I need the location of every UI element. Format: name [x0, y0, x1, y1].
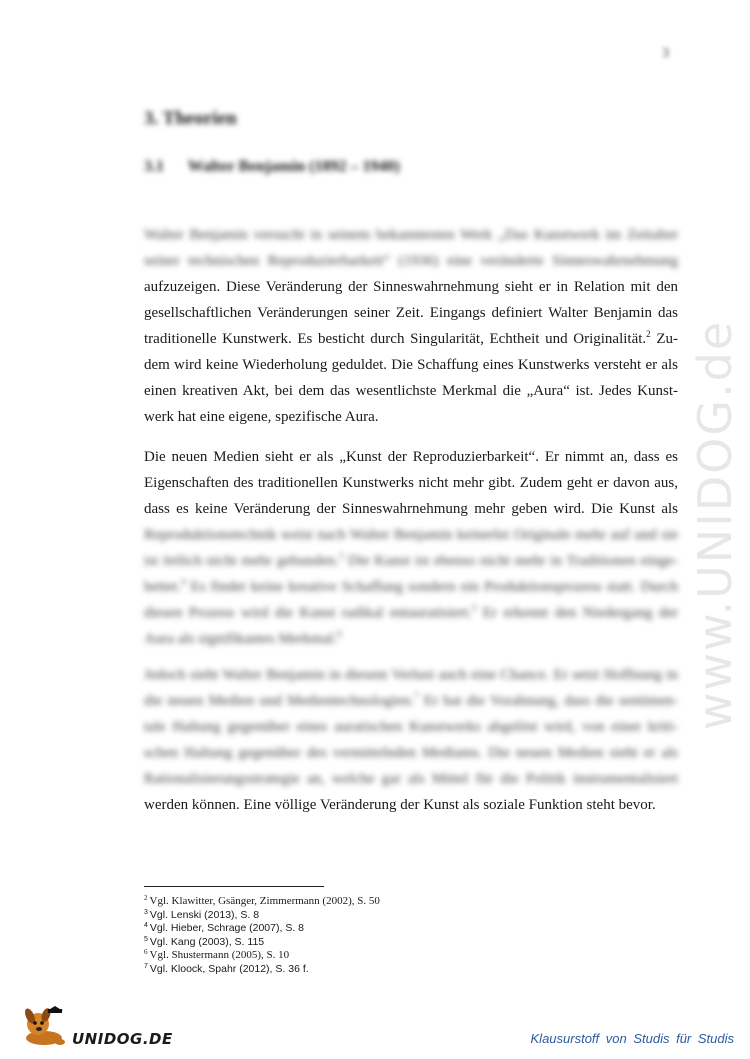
paragraph-3 [144, 662, 678, 818]
footnote-item [144, 936, 380, 950]
text-fragment: die neuen Medien und Medientechnologien. [144, 693, 415, 709]
footnote-marker: 3 [338, 551, 344, 561]
footnote-item [144, 963, 380, 977]
footnote-text: Vgl. Kloock, Spahr (2012), S. 36 f. [149, 962, 309, 975]
text-line: Jedoch sieht Walter Benjamin in diesem Verlust auch eine Chance. Er setzt Hoffnung in [144, 667, 678, 683]
text-line: Rationalisierungsstrategie an, welche gar als Mittel für die Politik instrumentalisiert [144, 771, 678, 787]
text-line: schen Haltung gegenüber des vermittelnden Mediums. Die neuen Medien sieht er als [144, 745, 678, 761]
section-title: Theorien [162, 108, 237, 129]
page-number: 3 [662, 46, 669, 61]
text-line [144, 326, 678, 352]
text-line [144, 574, 678, 600]
footnote-marker: 7 [414, 691, 419, 701]
text-line [144, 548, 678, 574]
watermark-text: www.UNIDOG.de [688, 319, 742, 731]
footnote-number: 5 [144, 935, 148, 943]
text-line: dass es keine Veränderung der Sinneswahrnehmung mehr geben wird. Die Kunst als [144, 501, 678, 517]
subsection-number: 3.1 [144, 158, 164, 175]
footnote-number: 7 [144, 962, 148, 970]
text-line: tale Haltung gegenüber eines auratischen Kunstwerks abgelöst wird, von einer kriti- [144, 719, 678, 735]
tagline: Klausurstoff von Studis für Studis [530, 1031, 734, 1046]
text-line [144, 626, 678, 652]
text-fragment: bettet. [144, 579, 182, 595]
text-fragment: diesen Prozess wird die Kunst radikal entauratisiert. [144, 605, 472, 621]
logo-text: UNIDOG.DE [72, 1030, 173, 1048]
text-line: werk hat eine eigene, spezifische Aura. [144, 409, 379, 425]
paragraph-2 [144, 444, 678, 652]
footnote-text: Vgl. Kang (2003), S. 115 [149, 935, 265, 948]
dog-mascot-icon [18, 1004, 74, 1048]
footnote-text: Vgl. Shustermann (2005), S. 10 [149, 949, 290, 962]
footnote-marker: 6 [337, 629, 342, 639]
watermark [655, 290, 750, 760]
footnote-marker: 2 [646, 329, 651, 339]
subsection-title: Walter Benjamin (1892 – 1940) [187, 158, 400, 175]
footnote-marker: 4 [181, 577, 186, 587]
footnote-item [144, 895, 380, 909]
text-line: werden können. Eine völlige Veränderung der Kunst als soziale Funktion steht bevor. [144, 797, 656, 813]
section-number: 3. [144, 108, 159, 129]
footnote-number: 3 [144, 908, 148, 916]
text-fragment: ist örtlich nicht mehr gebunden. [144, 553, 339, 569]
footnote-item [144, 922, 380, 936]
footnote-number: 4 [144, 922, 148, 930]
footnote-item [144, 949, 380, 963]
text-line: Reproduktionstechnik weist nach Walter Benjamin keinerlei Originale mehr auf und sie [144, 527, 678, 543]
text-fragment: Es findet keine kreative Schaffung sondern ein Produktionsprozess statt. Durch [185, 579, 678, 595]
text-fragment: Zu- [650, 331, 678, 347]
text-line [144, 600, 678, 626]
text-line: einen kreativen Akt, bei dem das wesentlichste Merkmal die „Aura“ ist. Jedes Kunst- [144, 383, 678, 399]
footnote-text: Vgl. Lenski (2013), S. 8 [149, 908, 260, 921]
footnotes [144, 895, 380, 977]
text-line: Walter Benjamin versucht in seinem bekanntesten Werk „Das Kunstwerk im Zeitalter [144, 227, 678, 243]
text-line [144, 688, 678, 714]
text-line: Die neuen Medien sieht er als „Kunst der Reproduzierbarkeit“. Er nimmt an, dass es [144, 449, 678, 465]
footnote-separator [144, 886, 324, 887]
text-line: gesellschaftlichen Veränderungen seiner Zeit. Eingangs definiert Walter Benjamin das [144, 305, 678, 321]
text-fragment: Aura als signifikantes Merkmal. [144, 631, 338, 647]
footnote-text: Vgl. Hieber, Schrage (2007), S. 8 [149, 922, 304, 935]
section-heading [144, 108, 237, 130]
footnote-text: Vgl. Klawitter, Gsänger, Zimmermann (2002), S. 50 [149, 895, 380, 907]
footnote-number: 6 [144, 948, 148, 957]
footnote-item [144, 909, 380, 923]
text-fragment: traditionelle Kunstwerk. Es besticht durch Singularität, Echtheit und Originalität. [144, 331, 647, 347]
text-line: seiner technischen Reproduzierbarkeit“ (1936) eine veränderte Sinneswahrnehmung [144, 253, 678, 269]
text-line: dem wird keine Wiederholung geduldet. Die Schaffung eines Kunstwerks versteht er als [144, 357, 678, 373]
text-line: Eigenschaften des traditionellen Kunstwerks nicht mehr gibt. Zudem geht er davon aus, [144, 475, 678, 491]
unidog-logo [18, 1004, 173, 1048]
text-line: aufzuzeigen. Diese Veränderung der Sinneswahrnehmung sieht er in Relation mit den [144, 279, 678, 295]
footnote-number: 2 [144, 894, 148, 902]
text-fragment: Die Kunst ist ebenso nicht mehr in Traditionen einge- [343, 553, 678, 569]
footnote-marker: 5 [471, 603, 477, 613]
text-fragment: Er erkennt den Niedergang der [476, 605, 678, 621]
text-fragment: Er hat die Vorahnung, dass die sentimen- [418, 693, 678, 709]
paragraph-1 [144, 222, 678, 430]
subsection-heading [144, 158, 400, 176]
